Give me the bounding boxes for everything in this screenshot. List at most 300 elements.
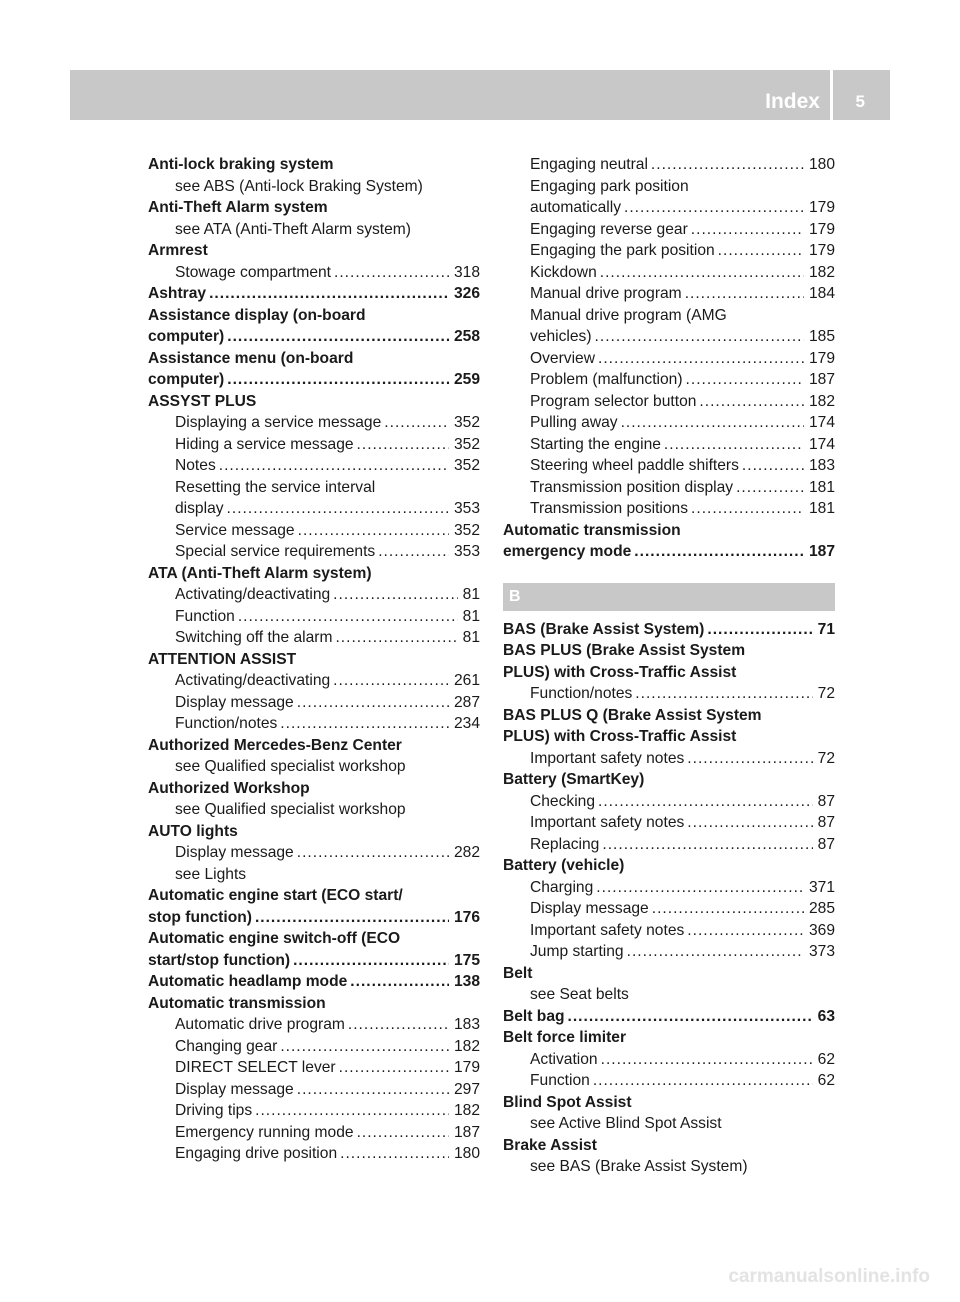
page-ref[interactable]: 187 (808, 543, 835, 560)
page-ref[interactable]: 185 (808, 328, 835, 345)
entry-subentry[interactable] (148, 842, 480, 864)
entry-subentry[interactable] (503, 748, 835, 770)
entry-text: Activating/deactivating (175, 672, 331, 689)
entry-text: AUTO lights (148, 822, 238, 840)
index-entry (148, 154, 480, 197)
entry-heading[interactable] (503, 619, 835, 641)
index-entry (148, 197, 480, 240)
page-ref[interactable]: 179 (808, 199, 835, 216)
entry-heading[interactable] (148, 283, 480, 305)
entry-subentry (148, 477, 480, 499)
entry-text: Jump starting (530, 943, 624, 960)
leader-dots (384, 412, 449, 434)
entry-subentry-cont[interactable] (503, 326, 835, 348)
entry-text: computer) (148, 328, 225, 345)
entry-text: Battery (SmartKey) (503, 771, 645, 788)
entry-subentry[interactable] (503, 262, 835, 284)
entry-subentry[interactable] (148, 412, 480, 434)
entry-heading-cont (503, 726, 835, 748)
entry-text: Service message (175, 521, 295, 539)
entry-subentry[interactable] (148, 455, 480, 477)
entry-text: Driving tips (175, 1102, 253, 1119)
leader-dots (687, 920, 804, 942)
index-entry (503, 1135, 835, 1178)
entry-heading-cont (503, 662, 835, 684)
entry-heading (148, 778, 480, 800)
leader-dots (627, 941, 804, 963)
page-ref[interactable]: 71 (817, 620, 835, 638)
index-entry (503, 705, 835, 770)
leader-dots (280, 1036, 449, 1058)
entry-text: Switching off the alarm (175, 629, 333, 646)
entry-heading (148, 391, 480, 413)
leader-dots (255, 907, 449, 929)
entry-subentry[interactable] (148, 1100, 480, 1122)
entry-subentry[interactable] (148, 606, 480, 628)
leader-dots (297, 1079, 449, 1101)
page-ref[interactable]: 182 (453, 1102, 480, 1119)
entry-text: Function (530, 1072, 590, 1089)
entry-heading (503, 855, 835, 877)
page-ref[interactable]: 352 (453, 435, 480, 453)
leader-dots (293, 950, 449, 972)
entry-text: Automatic engine start (ECO start/ (148, 887, 403, 904)
entry-text: Steering wheel paddle shifters (530, 457, 739, 474)
leader-dots (687, 748, 812, 770)
leader-dots (219, 455, 449, 477)
entry-text: Authorized Mercedes-Benz Center (148, 736, 402, 754)
entry-heading (148, 563, 480, 585)
entry-subentry (148, 219, 480, 241)
page-ref[interactable]: 183 (808, 457, 835, 474)
index-entry (148, 348, 480, 391)
entry-subentry[interactable] (503, 348, 835, 370)
entry-subentry[interactable] (503, 683, 835, 705)
entry-subentry[interactable] (503, 283, 835, 305)
index-entry (503, 963, 835, 1006)
page-ref[interactable]: 180 (808, 156, 835, 173)
page-ref[interactable]: 297 (453, 1080, 480, 1098)
page-ref[interactable]: 179 (808, 242, 835, 259)
leader-dots (297, 842, 449, 864)
entry-subentry[interactable] (148, 1079, 480, 1101)
page-ref[interactable]: 234 (453, 715, 480, 732)
entry-text: Replacing (530, 835, 600, 853)
entry-heading-cont[interactable] (503, 541, 835, 563)
entry-text: Pulling away (530, 414, 618, 431)
entry-text: start/stop function) (148, 951, 291, 969)
watermark: carmanualsonline.info (728, 1266, 930, 1287)
entry-subentry[interactable] (503, 898, 835, 920)
entry-heading[interactable] (503, 1006, 835, 1028)
index-entry (148, 240, 480, 283)
entry-subentry[interactable] (503, 941, 835, 963)
entry-heading-cont[interactable] (148, 326, 480, 348)
entry-heading (148, 348, 480, 370)
entry-text: see Active Blind Spot Assist (530, 1115, 722, 1132)
page-ref[interactable]: 87 (817, 835, 835, 853)
entry-subentry[interactable] (503, 369, 835, 391)
entry-subentry (503, 984, 835, 1006)
entry-text: Kickdown (530, 263, 597, 281)
entry-text: Battery (vehicle) (503, 857, 625, 874)
entry-subentry (148, 864, 480, 886)
entry-subentry[interactable] (503, 877, 835, 899)
entry-text: Display message (175, 693, 294, 711)
entry-text: Engaging the park position (530, 242, 715, 259)
entry-subentry[interactable] (148, 262, 480, 284)
page-ref[interactable]: 353 (453, 543, 480, 560)
leader-dots (687, 812, 812, 834)
page-ref[interactable]: 371 (808, 878, 835, 896)
leader-dots (598, 348, 804, 370)
entry-subentry[interactable] (503, 154, 835, 176)
leader-dots (664, 434, 804, 456)
entry-text: Important safety notes (530, 921, 685, 939)
leader-dots (685, 283, 804, 305)
index-entry (148, 391, 480, 563)
entry-text: computer) (148, 371, 225, 388)
entry-text: automatically (530, 199, 622, 216)
entry-subentry[interactable] (503, 477, 835, 499)
entry-heading (503, 769, 835, 791)
index-entry (503, 1006, 835, 1028)
entry-subentry[interactable] (148, 541, 480, 563)
entry-text: Notes (175, 457, 216, 474)
entry-text: Engaging reverse gear (530, 220, 688, 238)
entry-subentry[interactable] (148, 1036, 480, 1058)
entry-subentry[interactable] (503, 920, 835, 942)
page-ref[interactable]: 369 (808, 921, 835, 939)
index-entry (148, 283, 480, 305)
entry-heading (148, 928, 480, 950)
entry-heading (148, 240, 480, 262)
index-entry (503, 520, 835, 563)
entry-subentry[interactable] (148, 1122, 480, 1144)
page-ref[interactable]: 182 (808, 392, 835, 410)
entry-text: Important safety notes (530, 814, 685, 831)
index-entry (148, 649, 480, 735)
entry-subentry[interactable] (503, 412, 835, 434)
entry-heading (503, 1135, 835, 1157)
entry-text: Emergency running mode (175, 1123, 354, 1141)
page-ref[interactable]: 174 (808, 435, 835, 453)
leader-dots (621, 412, 804, 434)
page-ref[interactable]: 287 (453, 693, 480, 711)
entry-text: Belt (503, 964, 533, 982)
entry-subentry[interactable] (503, 812, 835, 834)
page-ref[interactable]: 175 (453, 951, 480, 969)
page-ref[interactable]: 87 (817, 792, 835, 810)
leader-dots (691, 219, 804, 241)
section-header-b: B (503, 583, 835, 611)
index-entry (148, 821, 480, 886)
entry-text: Automatic transmission (148, 994, 326, 1012)
entry-text: Automatic drive program (175, 1016, 345, 1033)
entry-subentry[interactable] (503, 219, 835, 241)
leader-dots (634, 541, 804, 563)
entry-text: ATTENTION ASSIST (148, 650, 297, 668)
leader-dots (335, 627, 457, 649)
entry-heading (148, 993, 480, 1015)
entry-text: Activating/deactivating (175, 586, 331, 603)
page-ref[interactable]: 184 (808, 285, 835, 302)
entry-heading (148, 154, 480, 176)
leader-dots (227, 369, 449, 391)
leader-dots (255, 1100, 449, 1122)
index-entry (503, 154, 835, 520)
entry-text: Authorized Workshop (148, 779, 310, 797)
page-ref[interactable]: 352 (453, 457, 480, 474)
leader-dots (280, 713, 449, 735)
entry-text: see ATA (Anti-Theft Alarm system) (175, 220, 411, 238)
entry-subentry[interactable] (503, 1049, 835, 1071)
entry-subentry[interactable] (148, 1014, 480, 1036)
leader-dots (298, 520, 449, 542)
page-ref[interactable]: 63 (817, 1007, 835, 1025)
entry-text: Special service requirements (175, 543, 376, 560)
leader-dots (357, 434, 449, 456)
entry-subentry[interactable] (503, 791, 835, 813)
page-ref[interactable]: 285 (808, 900, 835, 917)
index-entry (503, 1027, 835, 1092)
leader-dots (742, 455, 804, 477)
entry-heading (503, 1092, 835, 1114)
page-ref[interactable]: 179 (808, 349, 835, 367)
entry-heading (503, 1027, 835, 1049)
header-divider (830, 70, 833, 120)
entry-text: Engaging neutral (530, 156, 648, 173)
entry-heading (148, 305, 480, 327)
entry-subentry-cont[interactable] (148, 498, 480, 520)
entry-text: Transmission position display (530, 478, 734, 496)
entry-subentry[interactable] (503, 240, 835, 262)
entry-text: Program selector button (530, 392, 697, 410)
page-ref[interactable]: 352 (453, 521, 480, 539)
entry-heading[interactable] (148, 971, 480, 993)
entry-text: Automatic headlamp mode (148, 973, 348, 990)
page-ref[interactable]: 72 (817, 749, 835, 767)
leader-dots (635, 683, 812, 705)
page-ref[interactable]: 72 (817, 685, 835, 702)
leader-dots (691, 498, 804, 520)
entry-subentry[interactable] (503, 434, 835, 456)
index-entry (503, 619, 835, 641)
entry-heading-cont[interactable] (148, 950, 480, 972)
entry-subentry[interactable] (148, 520, 480, 542)
entry-subentry (503, 305, 835, 327)
entry-subentry[interactable] (503, 1070, 835, 1092)
page-ref[interactable]: 87 (817, 814, 835, 831)
page-ref[interactable]: 181 (808, 500, 835, 517)
page-ref[interactable]: 81 (462, 629, 480, 646)
entry-text: see ABS (Anti-lock Braking System) (175, 177, 423, 195)
leader-dots (357, 1122, 449, 1144)
page-ref[interactable]: 179 (453, 1059, 480, 1076)
entry-heading (148, 735, 480, 757)
page-ref[interactable]: 174 (808, 414, 835, 431)
page-ref[interactable]: 81 (462, 586, 480, 603)
leader-dots (600, 262, 804, 284)
leader-dots (718, 240, 804, 262)
leader-dots (595, 326, 804, 348)
leader-dots (333, 584, 457, 606)
page-ref[interactable]: 258 (453, 328, 480, 345)
index-entry (148, 928, 480, 971)
page-ref[interactable]: 180 (453, 1145, 480, 1162)
entry-text: BAS PLUS Q (Brake Assist System (503, 706, 762, 724)
entry-text: Manual drive program (530, 285, 682, 302)
leader-dots (624, 197, 804, 219)
entry-text: see Qualified specialist workshop (175, 801, 406, 818)
entry-heading (503, 640, 835, 662)
index-entry (148, 885, 480, 928)
entry-subentry[interactable] (148, 627, 480, 649)
entry-subentry[interactable] (148, 1143, 480, 1165)
entry-text: see Qualified specialist workshop (175, 758, 406, 775)
page-ref[interactable]: 187 (808, 371, 835, 388)
leader-dots (651, 154, 804, 176)
leader-dots (699, 391, 804, 413)
page-ref[interactable]: 187 (453, 1123, 480, 1141)
entry-subentry[interactable] (503, 455, 835, 477)
entry-text: Hiding a service message (175, 435, 354, 453)
page-ref[interactable]: 326 (453, 285, 480, 302)
entry-text: Display message (175, 844, 294, 861)
index-entry (148, 971, 480, 993)
entry-text: Overview (530, 349, 595, 367)
page-ref[interactable]: 181 (808, 478, 835, 496)
leader-dots (350, 971, 449, 993)
entry-text: Charging (530, 878, 594, 896)
page-ref[interactable]: 81 (462, 607, 480, 625)
entry-text: emergency mode (503, 543, 632, 560)
entry-text: Resetting the service interval (175, 478, 376, 496)
index-column-left (148, 154, 480, 1165)
entry-subentry[interactable] (148, 1057, 480, 1079)
entry-text: Problem (malfunction) (530, 371, 683, 388)
entry-text: BAS (Brake Assist System) (503, 620, 705, 638)
entry-text: Display message (175, 1080, 294, 1098)
entry-text: Activation (530, 1050, 598, 1068)
entry-text: Armrest (148, 242, 208, 259)
page-ref[interactable]: 62 (817, 1050, 835, 1068)
page-ref[interactable]: 176 (453, 908, 480, 926)
entry-text: PLUS) with Cross-Traffic Assist (503, 663, 737, 681)
index-entry (503, 640, 835, 705)
entry-text: display (175, 500, 224, 517)
entry-heading (148, 821, 480, 843)
leader-dots (339, 1057, 449, 1079)
leader-dots (707, 619, 812, 641)
page-ref[interactable]: 179 (808, 220, 835, 238)
leader-dots (593, 1070, 813, 1092)
index-entry (148, 993, 480, 1165)
entry-text: Displaying a service message (175, 414, 382, 431)
leader-dots (378, 541, 449, 563)
header-title: Index (765, 90, 820, 113)
entry-text: ASSYST PLUS (148, 392, 257, 410)
entry-subentry (148, 799, 480, 821)
page-ref[interactable]: 182 (453, 1037, 480, 1055)
entry-subentry[interactable] (503, 498, 835, 520)
index-entry (503, 769, 835, 855)
entry-heading (148, 649, 480, 671)
leader-dots (209, 283, 449, 305)
leader-dots (568, 1006, 813, 1028)
page-ref[interactable]: 282 (453, 844, 480, 861)
entry-subentry[interactable] (148, 670, 480, 692)
page-ref[interactable]: 259 (453, 371, 480, 388)
entry-heading (148, 885, 480, 907)
entry-text: Starting the engine (530, 435, 661, 453)
entry-text: Important safety notes (530, 749, 685, 767)
entry-text: Anti-lock braking system (148, 156, 334, 173)
entry-text: vehicles) (530, 328, 592, 345)
leader-dots (596, 877, 804, 899)
entry-subentry[interactable] (148, 584, 480, 606)
page-ref[interactable]: 62 (817, 1072, 835, 1089)
entry-subentry[interactable] (503, 391, 835, 413)
leader-dots (238, 606, 458, 628)
page-ref[interactable]: 183 (453, 1016, 480, 1033)
index-entry (148, 305, 480, 348)
entry-subentry-cont[interactable] (503, 197, 835, 219)
page-number: 5 (855, 92, 865, 111)
entry-text: stop function) (148, 908, 252, 926)
page-ref[interactable]: 138 (453, 973, 480, 990)
page-ref[interactable]: 353 (453, 500, 480, 517)
leader-dots (333, 670, 449, 692)
entry-heading (503, 520, 835, 542)
index-entry (148, 735, 480, 778)
page-ref[interactable]: 318 (453, 263, 480, 281)
entry-subentry[interactable] (503, 834, 835, 856)
leader-dots (736, 477, 804, 499)
index-entry (503, 1092, 835, 1135)
leader-dots (340, 1143, 449, 1165)
leader-dots (686, 369, 804, 391)
entry-subentry[interactable] (148, 713, 480, 735)
page-header (70, 70, 890, 120)
entry-text: Display message (530, 900, 649, 917)
entry-text: Brake Assist (503, 1136, 597, 1154)
entry-text: see Lights (175, 865, 247, 883)
entry-subentry (503, 176, 835, 198)
entry-subentry[interactable] (148, 692, 480, 714)
entry-text: Assistance display (on-board (148, 306, 366, 324)
entry-text: Checking (530, 792, 596, 810)
entry-heading (503, 705, 835, 727)
entry-text: PLUS) with Cross-Traffic Assist (503, 728, 737, 745)
page-ref[interactable]: 352 (453, 414, 480, 431)
entry-heading-cont[interactable] (148, 369, 480, 391)
entry-subentry (148, 176, 480, 198)
entry-text: Blind Spot Assist (503, 1093, 632, 1111)
entry-text: Engaging park position (530, 177, 689, 195)
leader-dots (227, 326, 449, 348)
page-ref[interactable]: 261 (453, 672, 480, 689)
index-entry (503, 855, 835, 963)
page-ref[interactable]: 182 (808, 263, 835, 281)
entry-subentry[interactable] (148, 434, 480, 456)
entry-text: Ashtray (148, 285, 207, 302)
entry-subentry (503, 1113, 835, 1135)
entry-heading-cont[interactable] (148, 907, 480, 929)
page-ref[interactable]: 373 (808, 943, 835, 960)
entry-text: Belt force limiter (503, 1029, 627, 1046)
entry-subentry (148, 756, 480, 778)
